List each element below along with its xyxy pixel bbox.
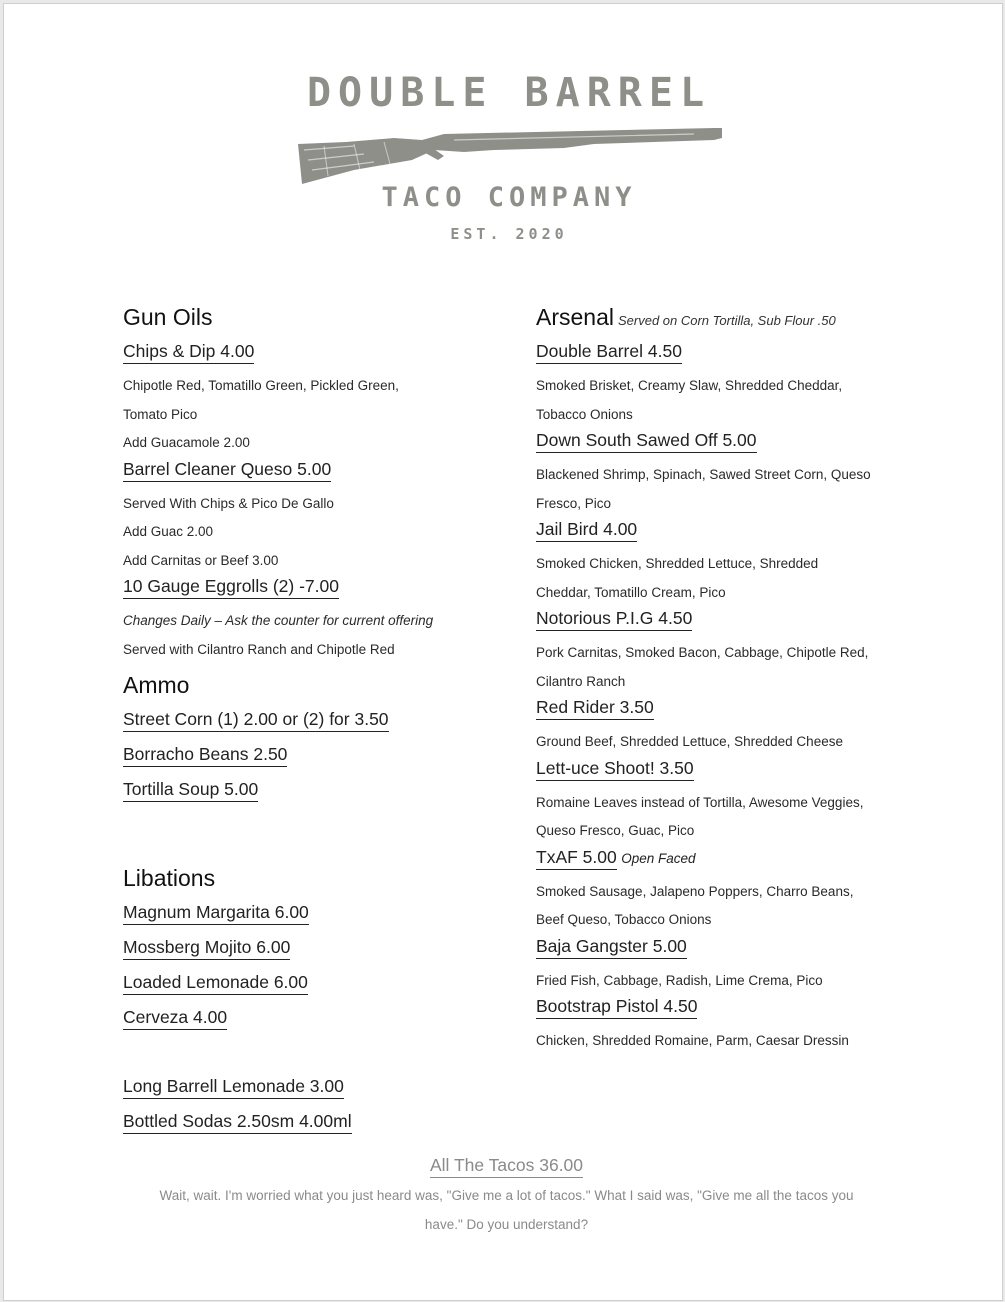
menu-item: Mossberg Mojito 6.00 [123, 936, 290, 960]
item-description: Beef Queso, Tobacco Onions [536, 912, 712, 927]
menu-item: Bottled Sodas 2.50sm 4.00ml [123, 1110, 352, 1134]
logo-title: DOUBLE BARREL [306, 70, 712, 116]
section-title-arsenal: Arsenal [536, 304, 614, 330]
section-title-ammo: Ammo [123, 672, 190, 698]
item-description: Chipotle Red, Tomatillo Green, Pickled Green, [123, 378, 399, 393]
item-description: Smoked Brisket, Creamy Slaw, Shredded Cheddar, [536, 378, 843, 393]
item-note: Changes Daily – Ask the counter for current offering [123, 613, 434, 628]
menu-item: Tortilla Soup 5.00 [123, 778, 258, 802]
logo-established: EST. 2020 [450, 225, 568, 243]
section-title-gun-oils: Gun Oils [123, 304, 213, 330]
item-description: Pork Carnitas, Smoked Bacon, Cabbage, Chipotle Red, [536, 645, 869, 660]
item-description: Smoked Chicken, Shredded Lettuce, Shredded [536, 556, 819, 571]
item-description: Smoked Sausage, Jalapeno Poppers, Charro Beans, [536, 883, 854, 899]
item-description: Cilantro Ranch [536, 673, 626, 689]
menu-item: Chips & Dip 4.00 [123, 340, 254, 364]
menu-item: Double Barrel 4.50 [536, 340, 682, 364]
section-header-arsenal [536, 300, 976, 340]
logo [294, 70, 724, 250]
menu-item: Long Barrell Lemonade 3.00 [123, 1075, 344, 1099]
menu-item: 10 Gauge Eggrolls (2) -7.00 [123, 575, 339, 599]
item-addon: Add Guacamole 2.00 [123, 435, 250, 450]
menu-item: Down South Sawed Off 5.00 [536, 429, 757, 453]
menu-item: Notorious P.I.G 4.50 [536, 607, 692, 631]
item-description: Fried Fish, Cabbage, Radish, Lime Crema, Pico [536, 972, 823, 988]
item-description: Queso Fresco, Guac, Pico [536, 823, 695, 838]
menu-item: Bootstrap Pistol 4.50 [536, 995, 697, 1019]
all-tacos-title: All The Tacos 36.00 [430, 1154, 583, 1178]
item-description: Cheddar, Tomatillo Cream, Pico [536, 584, 726, 600]
item-description: Chicken, Shredded Romaine, Parm, Caesar Dressin [536, 1033, 849, 1048]
item-addon: Add Carnitas or Beef 3.00 [123, 552, 279, 568]
menu-item: Lett-uce Shoot! 3.50 [536, 757, 694, 781]
item-description: Tobacco Onions [536, 406, 633, 422]
all-tacos-quote [127, 1182, 887, 1239]
section-title-libations: Libations [123, 865, 216, 891]
quote-line: Wait, wait. I'm worried what you just heard was, "Give me a lot of tacos." What I said was, "Give me all the tacos you [159, 1188, 854, 1203]
shotgun-icon [294, 126, 724, 188]
item-description: Tomato Pico [123, 406, 198, 422]
item-description: Ground Beef, Shredded Lettuce, Shredded Cheese [536, 734, 843, 749]
right-column [536, 300, 976, 1056]
logo-subtitle: TACO COMPANY [381, 182, 637, 213]
menu-item: Baja Gangster 5.00 [536, 935, 687, 959]
quote-line: have." Do you understand? [424, 1216, 589, 1232]
menu-item: TxAF 5.00 [536, 846, 617, 870]
item-description: Fresco, Pico [536, 495, 612, 511]
menu-item: Cerveza 4.00 [123, 1006, 227, 1030]
left-column [123, 300, 523, 1145]
menu-item: Loaded Lemonade 6.00 [123, 971, 308, 995]
menu-page [3, 3, 1003, 1301]
item-addon: Add Guac 2.00 [123, 524, 214, 539]
all-tacos-section [4, 1154, 1005, 1239]
item-description: Romaine Leaves instead of Tortilla, Awesome Veggies, [536, 794, 864, 810]
section-note: Served on Corn Tortilla, Sub Flour .50 [617, 313, 836, 328]
menu-item: Jail Bird 4.00 [536, 518, 637, 542]
menu-item: Barrel Cleaner Queso 5.00 [123, 458, 331, 482]
menu-item: Magnum Margarita 6.00 [123, 901, 309, 925]
menu-item: Borracho Beans 2.50 [123, 743, 287, 767]
item-description: Served With Chips & Pico De Gallo [123, 495, 334, 511]
menu-item: Red Rider 3.50 [536, 696, 654, 720]
item-note: Open Faced [621, 850, 696, 866]
item-description: Served with Cilantro Ranch and Chipotle Red [123, 641, 395, 657]
menu-item: Street Corn (1) 2.00 or (2) for 3.50 [123, 708, 389, 732]
item-description: Blackened Shrimp, Spinach, Sawed Street Corn, Queso [536, 467, 871, 482]
